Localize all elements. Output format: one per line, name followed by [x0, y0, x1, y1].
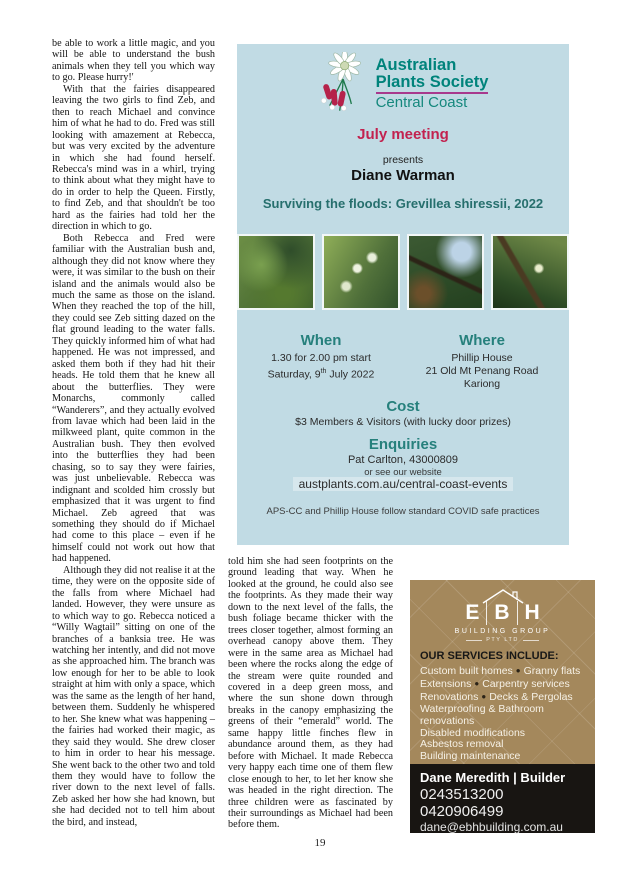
bullet-icon: ●: [515, 666, 521, 675]
venue-name: Phillip House: [451, 352, 513, 364]
story-column-left: [52, 38, 215, 828]
ebh-letters: [410, 601, 595, 625]
ebh-ad-top: [410, 580, 595, 764]
where-block: [399, 332, 565, 391]
talk-title: Surviving the floods: Grevillea shiressii, 2022: [262, 196, 544, 211]
when-where-section: [237, 332, 569, 402]
ebh-letter-e: E: [465, 601, 480, 624]
aps-logo-line3: Central Coast: [375, 94, 468, 111]
ebh-ad-contact: [410, 764, 595, 833]
when-time: 1.30 for 2.00 pm start: [271, 352, 371, 364]
ebh-logo-pty: PTY LTD: [410, 637, 595, 643]
ebh-advertisement: [410, 580, 595, 833]
rule-left: [466, 640, 482, 641]
service-line: Extensions ● Carpentry services: [420, 677, 570, 690]
website-line: [237, 477, 569, 491]
where-heading: Where: [459, 332, 505, 349]
meeting-title: July meeting: [357, 126, 449, 143]
services-heading: OUR SERVICES INCLUDE:: [420, 650, 559, 662]
plant-photo-2: [322, 234, 400, 310]
aps-logo-line2: Plants Society: [376, 74, 489, 94]
bullet-icon: ●: [481, 691, 487, 701]
website-url: austplants.com.au/central-coast-events: [293, 477, 514, 491]
aps-meeting-flyer: [237, 44, 569, 545]
when-heading: When: [300, 332, 342, 349]
story-column-middle: [228, 556, 393, 831]
plant-photo-1: [237, 234, 315, 310]
ebh-logo-subtitle: BUILDING GROUP: [454, 628, 551, 635]
plant-photo-3: [407, 234, 485, 310]
service-line: Custom built homes ● Granny flats: [420, 665, 581, 677]
service-line: Disabled modifications: [420, 726, 526, 739]
story-paragraph: With that the fairies disappeared leaving the two girls to find Zeb, and then to reach Michael and convince him of what he had to do. Fred was still looking with amazement at Rebecca, but was very excited by the adventure in which she had found herself. Rebecca's mind was in a whirl, trying to think about what they might have to do in order to help the Queen. Firstly, to find Zeb, and that shouldn't be too hard as the fairies had told her the direction in which to go.: [52, 83, 215, 233]
story-paragraph: told him she had seen footprints on the ground leading that way. When he looked at the ground, he could also see the footprints. As they made their way down to the next level of the falls, the bush foliage became thicker with the trees closer together, almost forming an overhead canopy above them. They were in the same area as Michael had been where the rocks along the edge of the stream were quite rounded and covered in a deep green moss, and where the sun shone down through breaks in the canopy emphasizing the greens of their “emerald” world. The same happy little finches flew in abundance around them, as they had before with Michael. It made Rebecca very happy each time one of them flew close enough to her, to let her know she was headed in the right direction. The three children were as fascinated by their surroundings as Michael had been before them.: [228, 556, 393, 831]
aps-logo-text: [376, 57, 489, 111]
venue-suburb: Kariong: [463, 378, 501, 390]
when-date: Saturday, 9th July 2022: [267, 368, 375, 381]
ebh-letter-h: H: [524, 601, 540, 624]
builder-name: Dane Meredith | Builder: [420, 770, 566, 785]
service-line: Renovations ● Decks & Pergolas: [420, 690, 573, 703]
ebh-letter-b: B: [486, 601, 517, 625]
plant-photo-strip: [237, 234, 569, 310]
email-address: dane@ebhbuilding.com.au: [420, 820, 563, 834]
venue-street: 21 Old Mt Penang Road: [425, 365, 539, 377]
story-paragraph: Although they did not realise it at the time, they were on the opposite side of the falls from where Michael had landed. However, they were unsure as to which way to go. Rebecca noticed a “Willy Wagtail” sitting on one of the branches of a banksia tree. He was watching her intently, and did not move as she approached him. The branch was low enough for her to be able to look straight at him with only a space, which was the same as the length of her hand, between them. Suddenly he whispered to her. She knew what was happening – the fairies had worked their magic, as they said they would. She drew closer to him in order to hear his message. She went back to the other two and told them they would have to follow the river down to the next level of falls. Zeb asked her how she had known, but she had decided not to tell him about the bird, and instead,: [52, 564, 215, 828]
cost-heading: Cost: [386, 398, 420, 415]
presents-label: presents: [382, 154, 424, 166]
enquiries-contact: Pat Carlton, 43000809: [347, 454, 459, 466]
story-paragraph: Both Rebecca and Fred were familiar with the Australian bush and, although they did not know where they were, it was similar to the bush on their island and the animals would also be much the same as those on the island. When they reached the top of the hill, they could see Zeb sitting dazed on the flat ground leading to the water falls. They quickly informed him of what had happened. He was not impressed, and asked them both if they had hit their heads. He told them that he knew all about the butterflies. They were Monarchs, commonly called “Wanderers”, and they actually evolved from lavae which had been laid in the milkweed plant, quite common in the Australian bush. They then evolved into the butterflies they had been chasing, so to say they were fairies, was just unbelievable. Rebecca was indignant and scolded him crossly but emphasized that it was urgent to find Michael. Zeb agreed that was something they should do if Michael had come to this place – even if he himself could not work out how that had happened.: [52, 232, 215, 565]
phone-number-1: 0243513200: [420, 786, 504, 803]
cost-detail: $3 Members & Visitors (with lucky door prizes): [295, 416, 511, 428]
covid-note: APS-CC and Phillip House follow standard COVID safe practices: [266, 506, 540, 517]
when-block: [243, 332, 399, 382]
rule-right: [523, 640, 539, 641]
aps-logo: [237, 52, 569, 116]
aps-logo-line1: Australian: [375, 56, 457, 74]
bullet-icon: ●: [474, 678, 480, 688]
website-intro: or see our website: [364, 467, 442, 478]
story-paragraph: be able to work a little magic, and you will be able to understand the bush animals when they tell you which way to go. Please hurry!': [52, 38, 215, 84]
page-number: 19: [314, 837, 326, 849]
phone-number-2: 0420906499: [420, 803, 504, 820]
service-line: Waterproofing & Bathroom renovations: [420, 702, 544, 727]
flannel-flower-icon: [318, 52, 368, 116]
plant-photo-4: [491, 234, 569, 310]
ebh-logo: [410, 580, 595, 643]
enquiries-heading: Enquiries: [368, 436, 438, 453]
service-line: Building maintenance: [420, 750, 521, 763]
presenter-name: Diane Warman: [351, 167, 455, 184]
service-line: Asbestos removal: [420, 738, 504, 751]
